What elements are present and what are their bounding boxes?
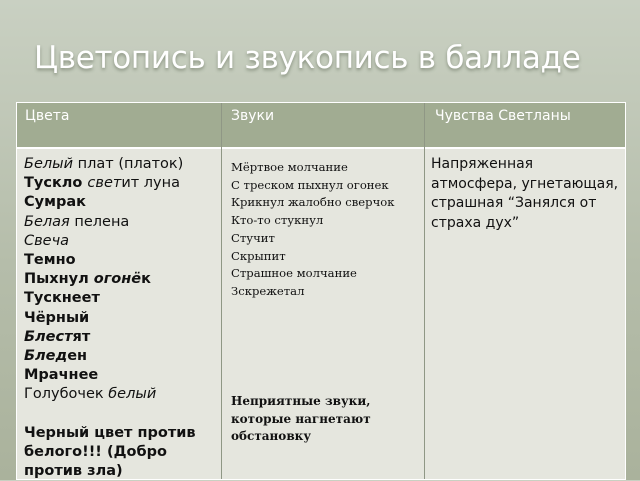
colors-cell — [24, 155, 219, 481]
feelings-cell: Напряженная атмосфера, угнетающая, страшная “Занялся от страха дух” — [431, 156, 619, 231]
color-line — [24, 270, 219, 289]
color-word: Пыхнул — [24, 271, 94, 288]
table-header-row — [17, 103, 625, 149]
color-word: Тускло — [24, 175, 88, 192]
color-word: огонё — [93, 271, 142, 288]
sound-line: Скрыпит — [231, 248, 286, 263]
color-word: Мрачнее — [24, 367, 99, 384]
color-word: Тускнеет — [24, 290, 100, 307]
colors-conclusion: Черный цвет против белого!!! (Добро против зла) — [24, 424, 196, 480]
sound-line: С треском пыхнул огонек — [231, 177, 389, 192]
color-line — [24, 289, 219, 308]
color-line — [24, 174, 219, 193]
color-word: Сумрак — [24, 194, 86, 211]
color-word: Блест — [24, 328, 73, 345]
color-word: Голубочек — [24, 386, 109, 403]
slide-title: Цветопись и звукопись в балладе — [34, 40, 581, 76]
color-word: Белая — [24, 213, 70, 230]
color-word: плат (платок) — [73, 156, 184, 172]
color-line — [24, 193, 219, 212]
color-line — [24, 155, 219, 174]
column-divider — [424, 103, 425, 479]
color-word: белый — [108, 386, 157, 403]
header-sounds: Звуки — [231, 108, 275, 124]
sound-line: Кто-то стукнул — [231, 213, 324, 228]
color-word: свет — [87, 175, 122, 192]
sounds-list — [231, 159, 421, 301]
color-word: Блед — [24, 348, 68, 365]
header-feelings: Чувства Светланы — [435, 108, 571, 124]
color-line — [24, 385, 219, 404]
color-line — [24, 213, 219, 232]
color-line — [24, 251, 219, 270]
header-colors: Цвета — [25, 108, 70, 124]
sound-line: Крикнул жалобно сверчок — [231, 195, 395, 210]
color-line — [24, 366, 219, 385]
color-line — [24, 328, 219, 347]
sound-line: Зскрежетал — [231, 283, 305, 298]
sound-line: Стучит — [231, 230, 275, 245]
color-word: ит луна — [121, 175, 181, 192]
color-line — [24, 309, 219, 328]
column-divider — [221, 103, 222, 479]
color-word: Белый — [24, 156, 74, 172]
color-word: ят — [72, 328, 91, 345]
sound-line: Страшное молчание — [231, 266, 357, 281]
ballad-table — [16, 102, 626, 480]
sound-line: Мёртвое молчание — [231, 160, 348, 174]
color-word: Чёрный — [24, 309, 90, 326]
color-line — [24, 232, 219, 251]
color-word: пелена — [69, 213, 130, 230]
colors-list — [24, 155, 219, 405]
color-word: ен — [67, 348, 88, 365]
color-word: Свеча — [24, 232, 70, 249]
color-line — [24, 347, 219, 366]
sounds-note: Неприятные звуки, которые нагнетают обстановку — [231, 394, 371, 443]
color-word: к — [141, 271, 151, 288]
color-word: Темно — [24, 252, 76, 269]
